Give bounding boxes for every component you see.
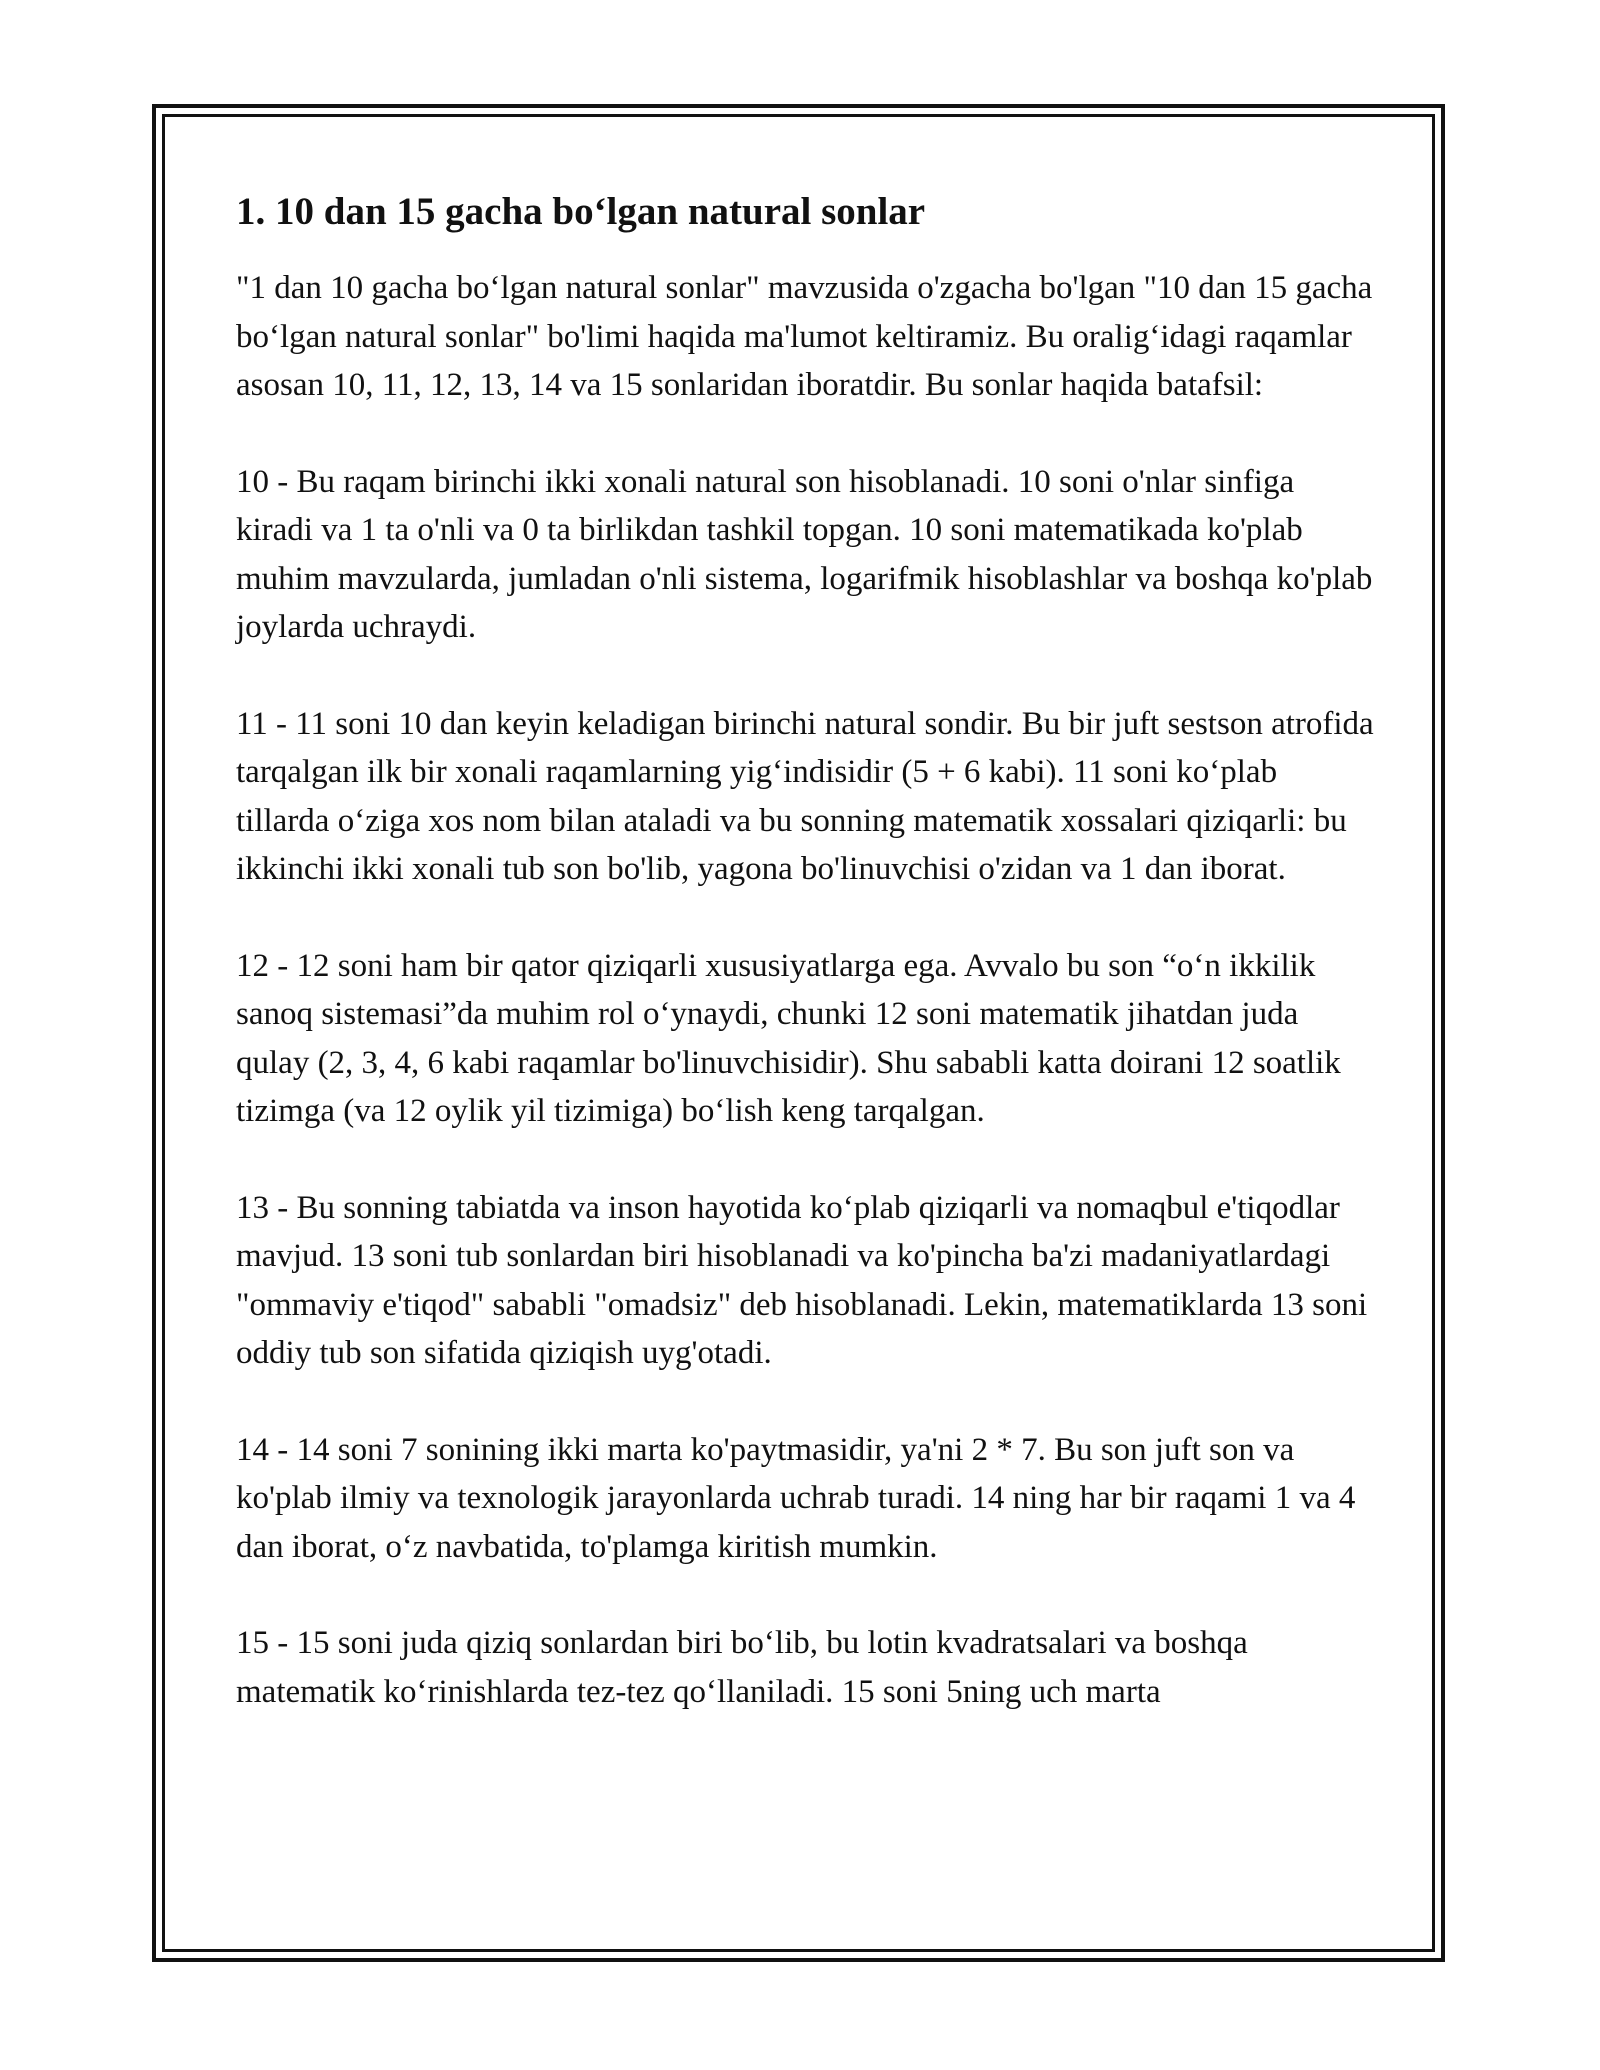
paragraph-number-12: 12 - 12 soni ham bir qator qiziqarli xususiyatlarga ega. Avvalo bu son “oʻn ikkilik sanoq sistemasi”da muhim rol oʻynaydi, chunki 12 soni matematik jihatdan juda qulay (2, 3, 4, 6 kabi raqamlar bo'linuvchisidir). Shu sababli katta doirani 12 soatlik tizimga (va 12 oylik yil tizimiga) boʻlish keng tarqalgan. xyxy=(236,947,1341,1129)
section-title: 1. 10 dan 15 gacha boʻlgan natural sonlar xyxy=(236,190,926,233)
paragraph-number-13: 13 - Bu sonning tabiatda va inson hayotida koʻplab qiziqarli va nomaqbul e'tiqodlar mavjud. 13 soni tub sonlardan biri hisoblanadi va ko'pincha ba'zi madaniyatlardagi "ommaviy e'tiqod" sababli "omadsiz" deb hisoblanadi. Lekin, matematiklarda 13 soni oddiy tub son sifatida qiziqish uyg'otadi. xyxy=(236,1189,1368,1371)
paragraph-number-15: 15 - 15 soni juda qiziq sonlardan biri boʻlib, bu lotin kvadratsalari va boshqa matematik koʻrinishlarda tez-tez qoʻllaniladi. 15 soni 5ning uch marta xyxy=(236,1625,1248,1710)
paragraph-number-10: 10 - Bu raqam birinchi ikki xonali natural son hisoblanadi. 10 soni o'nlar sinfiga kiradi va 1 ta o'nli va 0 ta birlikdan tashkil topgan. 10 soni matematikada ko'plab muhim mavzularda, jumladan o'nli sistema, logarifmik hisoblashlar va boshqa ko'plab joylarda uchraydi. xyxy=(236,463,1373,645)
paragraph-number-14: 14 - 14 soni 7 sonining ikki marta ko'paytmasidir, ya'ni 2 * 7. Bu son juft son va ko'plab ilmiy va texnologik jarayonlarda uchrab turadi. 14 ning har bir raqami 1 va 4 dan iborat, oʻz navbatida, to'plamga kiritish mumkin. xyxy=(236,1431,1356,1565)
document-body xyxy=(236,186,1376,1764)
paragraph-number-11: 11 - 11 soni 10 dan keyin keladigan birinchi natural sondir. Bu bir juft sestson atrofida tarqalgan ilk bir xonali raqamlarning yigʻindisidir (5 + 6 kabi). 11 soni koʻplab tillarda oʻziga xos nom bilan ataladi va bu sonning matematik xossalari qiziqarli: bu ikkinchi ikki xonali tub son bo'lib, yagona bo'linuvchisi o'zidan va 1 dan iborat. xyxy=(236,705,1374,887)
intro-paragraph: "1 dan 10 gacha boʻlgan natural sonlar" mavzusida o'zgacha bo'lgan "10 dan 15 gacha boʻlgan natural sonlar" bo'limi haqida ma'lumot keltiramiz. Bu oraligʻidagi raqamlar asosan 10, 11, 12, 13, 14 va 15 sonlaridan iboratdir. Bu sonlar haqida batafsil: xyxy=(236,270,1373,403)
